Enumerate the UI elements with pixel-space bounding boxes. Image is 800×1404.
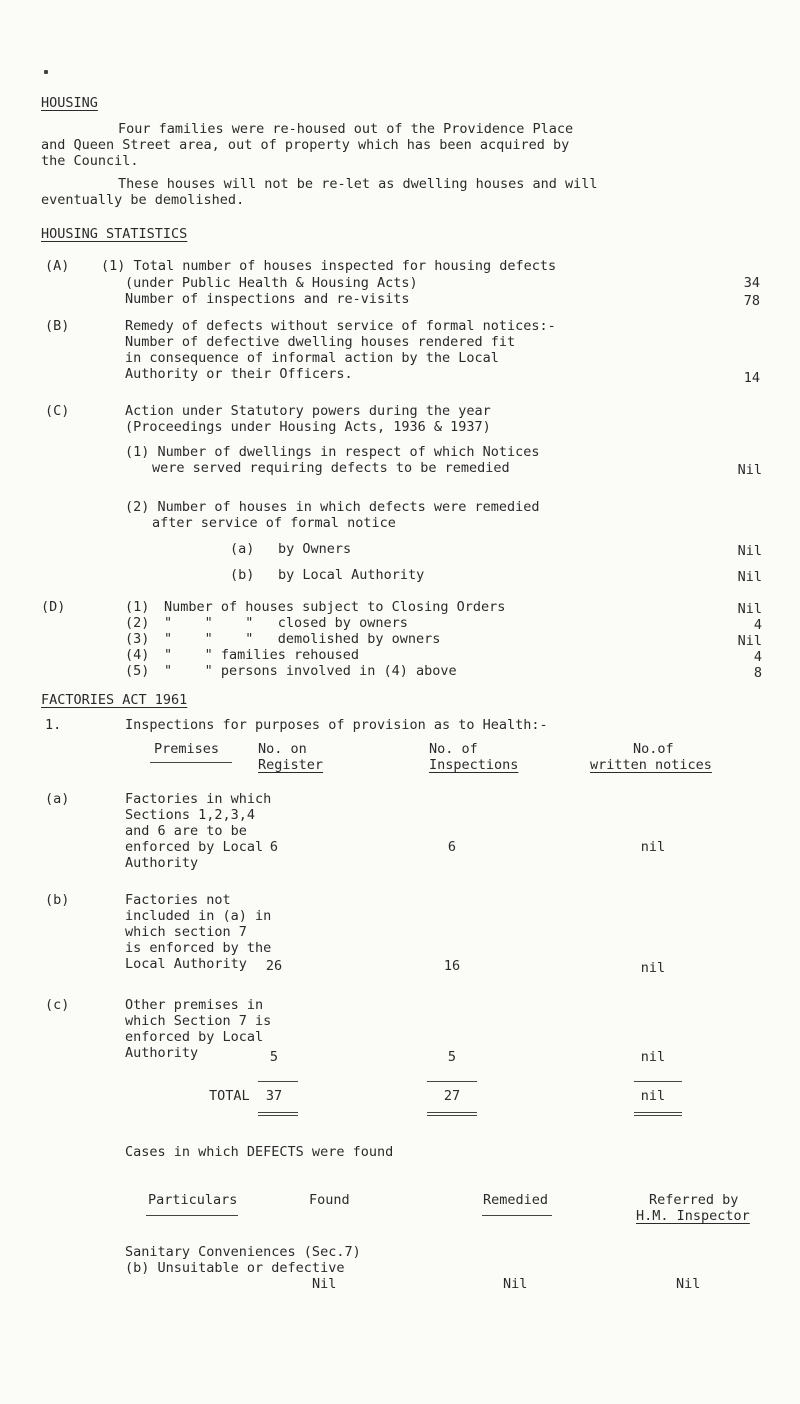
defects-col-particulars: Particulars — [148, 1192, 238, 1208]
row-a-line4: enforced by Local — [125, 839, 264, 855]
col-notices-header-2: written notices — [590, 757, 712, 773]
row-b-line1: Factories not — [125, 892, 231, 908]
stats-d-row2-val: 4 — [753, 617, 762, 633]
row-c-line3: enforced by Local — [125, 1029, 264, 1045]
factories-item-text: Inspections for purposes of provision as to Health:- — [125, 717, 548, 733]
row-a-notices: nil — [640, 839, 666, 855]
stats-c-line2: (Proceedings under Housing Acts, 1936 & 1937) — [125, 419, 491, 435]
stats-heading: HOUSING STATISTICS — [41, 226, 188, 242]
stats-d-row2-text: " " " closed by owners — [164, 615, 408, 631]
stats-a-line3: Number of inspections and re-visits — [125, 291, 410, 307]
defects-col-remedied: Remedied — [483, 1192, 549, 1208]
total-inspections-rule-bottom — [427, 1112, 477, 1116]
stats-d-row2-num: (2) — [125, 615, 150, 631]
stats-b-line1: Remedy of defects without service of formal notices:- — [125, 318, 556, 334]
row-c-line2: which Section 7 is — [125, 1013, 272, 1029]
row-c-inspections: 5 — [447, 1049, 457, 1065]
stats-c-sub1-line2: were served requiring defects to be remedied — [152, 460, 510, 476]
housing-heading: HOUSING — [41, 95, 98, 111]
row-b-line3: which section 7 — [125, 924, 247, 940]
factories-item-num: 1. — [45, 717, 62, 733]
total-inspections: 27 — [443, 1088, 461, 1104]
total-register: 37 — [265, 1088, 283, 1104]
row-c-register: 5 — [269, 1049, 279, 1065]
total-label: TOTAL — [209, 1088, 250, 1104]
stray-mark — [44, 70, 48, 74]
row-a-line3: and 6 are to be — [125, 823, 247, 839]
row-c-notices: nil — [640, 1049, 666, 1065]
row-c-label: (c) — [45, 997, 70, 1013]
row-b-register: 26 — [265, 958, 283, 974]
total-inspections-rule-top — [427, 1081, 477, 1082]
col-inspections-header-1: No. of — [429, 741, 478, 757]
col-inspections-header-2: Inspections — [429, 757, 519, 773]
row-a-line2: Sections 1,2,3,4 — [125, 807, 256, 823]
total-notices-rule-bottom — [634, 1112, 682, 1116]
stats-b-val: 14 — [743, 370, 760, 386]
stats-d-row1-text: Number of houses subject to Closing Orders — [164, 599, 506, 615]
row-a-label: (a) — [45, 791, 70, 807]
defects-heading: Cases in which DEFECTS were found — [125, 1144, 394, 1160]
row-a-line5: Authority — [125, 855, 199, 871]
stats-c-sub1-line1: (1) Number of dwellings in respect of which Notices — [125, 444, 540, 460]
housing-para1-line1: Four families were re-housed out of the Providence Place — [118, 121, 574, 137]
row-b-line2: included in (a) in — [125, 908, 272, 924]
factories-heading: FACTORIES ACT 1961 — [41, 692, 188, 708]
stats-d-row3-text: " " " demolished by owners — [164, 631, 441, 647]
defects-remedied: Nil — [503, 1276, 528, 1292]
stats-c-b-label: (b) — [230, 567, 255, 583]
stats-a-val1: 34 — [743, 275, 760, 291]
row-b-notices: nil — [640, 960, 666, 976]
row-c-line1: Other premises in — [125, 997, 264, 1013]
stats-c-b-text: by Local Authority — [278, 567, 425, 583]
total-notices: nil — [640, 1088, 666, 1104]
housing-para1-line3: the Council. — [41, 153, 139, 169]
stats-a-line2: (under Public Health & Housing Acts) — [125, 275, 418, 291]
stats-d-row4-num: (4) — [125, 647, 150, 663]
stats-d-row5-text: " " persons involved in (4) above — [164, 663, 457, 679]
stats-c-sub1-val: Nil — [737, 462, 762, 478]
stats-d-row5-val: 8 — [753, 665, 762, 681]
stats-a-line1: (1) Total number of houses inspected for housing defects — [101, 258, 557, 274]
stats-d-row5-num: (5) — [125, 663, 150, 679]
stats-d-row1-num: (1) — [125, 599, 150, 615]
housing-para2-line1: These houses will not be re-let as dwelling houses and will — [118, 176, 598, 192]
col-premises-underline — [150, 762, 232, 763]
stats-b-line3: in consequence of informal action by the Local — [125, 350, 499, 366]
total-register-rule-bottom — [258, 1112, 298, 1116]
col-notices-header-1: No.of — [633, 741, 674, 757]
defects-row-line1: Sanitary Conveniences (Sec.7) — [125, 1244, 361, 1260]
stats-b-label: (B) — [45, 318, 70, 334]
stats-a-label: (A) — [45, 258, 70, 274]
defects-row-line2: (b) Unsuitable or defective — [125, 1260, 345, 1276]
row-a-inspections: 6 — [447, 839, 457, 855]
stats-b-line4: Authority or their Officers. — [125, 366, 353, 382]
total-notices-rule-top — [634, 1081, 682, 1082]
row-a-register: 6 — [269, 839, 279, 855]
stats-d-row4-text: " " families rehoused — [164, 647, 360, 663]
stats-c-label: (C) — [45, 403, 70, 419]
stats-d-label: (D) — [41, 599, 66, 615]
stats-d-row3-val: Nil — [737, 633, 762, 649]
defects-col-referred-1: Referred by — [649, 1192, 739, 1208]
defects-found: Nil — [312, 1276, 337, 1292]
stats-c-a-val: Nil — [737, 543, 762, 559]
row-b-label: (b) — [45, 892, 70, 908]
housing-para1-line2: and Queen Street area, out of property which has been acquired by — [41, 137, 570, 153]
stats-c-line1: Action under Statutory powers during the year — [125, 403, 491, 419]
stats-a-val2: 78 — [743, 293, 760, 309]
stats-d-row1-val: Nil — [737, 601, 762, 617]
defects-col-found: Found — [309, 1192, 350, 1208]
housing-para2-line2: eventually be demolished. — [41, 192, 245, 208]
col-register-header-1: No. on — [258, 741, 307, 757]
stats-c-a-label: (a) — [230, 541, 255, 557]
defects-col-referred-2: H.M. Inspector — [636, 1208, 750, 1224]
stats-b-line2: Number of defective dwelling houses rendered fit — [125, 334, 516, 350]
defects-referred: Nil — [676, 1276, 701, 1292]
row-b-line4: is enforced by the — [125, 940, 272, 956]
row-b-line5: Local Authority — [125, 956, 247, 972]
stats-c-sub2-line2: after service of formal notice — [152, 515, 396, 531]
row-c-line4: Authority — [125, 1045, 199, 1061]
total-register-rule-top — [258, 1081, 298, 1082]
defects-col-particulars-underline — [146, 1215, 238, 1216]
col-register-header-2: Register — [258, 757, 324, 773]
row-a-line1: Factories in which — [125, 791, 272, 807]
stats-d-row3-num: (3) — [125, 631, 150, 647]
stats-c-a-text: by Owners — [278, 541, 352, 557]
stats-d-row4-val: 4 — [753, 649, 762, 665]
col-premises-header: Premises — [154, 741, 220, 757]
row-b-inspections: 16 — [443, 958, 461, 974]
stats-c-b-val: Nil — [737, 569, 762, 585]
defects-col-remedied-underline — [482, 1215, 552, 1216]
stats-c-sub2-line1: (2) Number of houses in which defects were remedied — [125, 499, 540, 515]
